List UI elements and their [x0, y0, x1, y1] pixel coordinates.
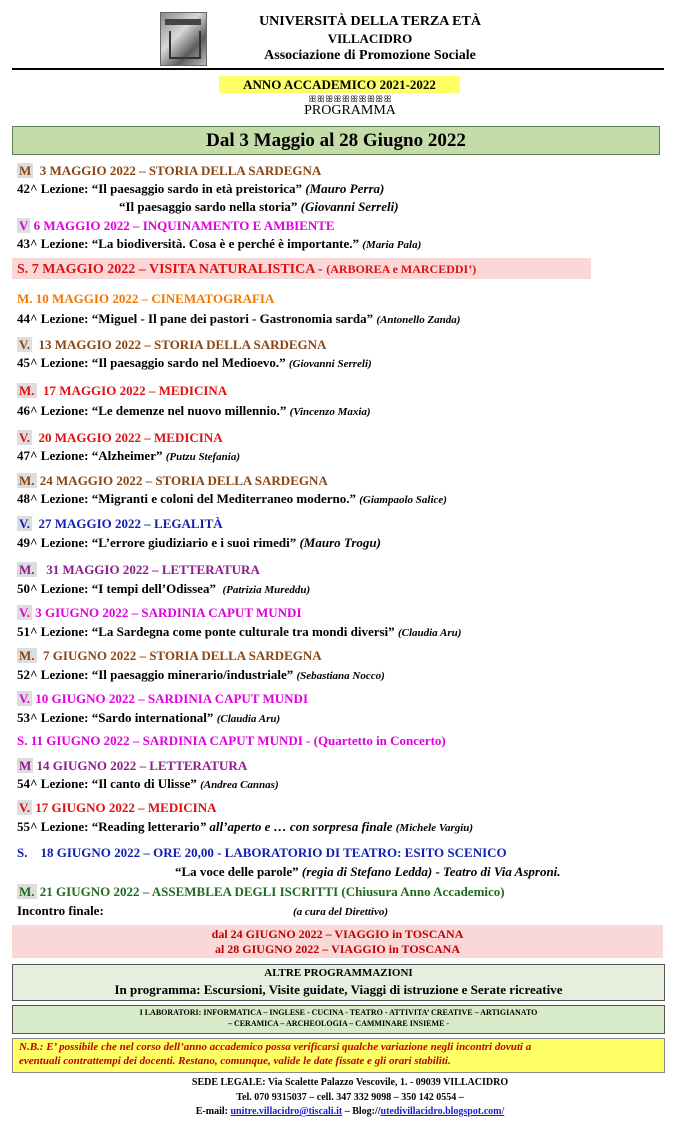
email-link[interactable]: unitre.villacidro@tiscali.it [230, 1106, 343, 1117]
event-title [17, 605, 302, 621]
ornament: ꕥꕥꕥꕥꕥꕥꕥꕥꕥꕥ [308, 94, 392, 104]
event-title-text: 21 GIUGNO 2022 – ASSEMBLEA DEGLI ISCRITTI (Chiusura Anno Accademico) [39, 884, 505, 899]
lesson-number: 44^ Lezione: [17, 311, 89, 326]
lesson-speaker: (Giovanni Serreli) [288, 358, 372, 370]
lesson-title: “Il canto di Ulisse” [91, 776, 197, 791]
lesson-speaker: (Mauro Perra) [305, 181, 385, 196]
lesson-line [17, 710, 280, 727]
lesson-line [119, 199, 399, 215]
lesson-title: “Il paesaggio sardo nella storia” [119, 199, 298, 214]
lesson-speaker: (Vincenzo Maxia) [289, 406, 371, 418]
event-extra: (ARBOREA e MARCEDDI’) [326, 262, 477, 276]
footer-phone: Tel. 070 9315037 – cell. 347 332 9098 – 350 142 0554 – [236, 1092, 464, 1103]
lesson-title: “Reading letterario [91, 819, 200, 834]
day-badge: V [19, 218, 29, 233]
city-name: VILLACIDRO [327, 31, 413, 46]
event-title-text: S. 11 GIUGNO 2022 – SARDINIA CAPUT MUNDI - (Quartetto in Concerto) [17, 733, 446, 748]
event-title [17, 691, 308, 707]
event-title [17, 516, 223, 532]
day-badge: M. [19, 473, 35, 488]
lesson-speaker: (Sebastiana Nocco) [296, 670, 385, 682]
lesson-line [17, 236, 421, 253]
lesson-speaker: (Giampaolo Salice) [359, 494, 447, 506]
event-title [17, 430, 223, 446]
lesson-title: “Migranti e coloni del Mediterraneo moderno.” [91, 491, 356, 506]
event-title-text: 17 MAGGIO 2022 – MEDICINA [43, 383, 228, 398]
event-title-text: 17 GIUGNO 2022 – MEDICINA [35, 800, 217, 815]
event-title [17, 648, 322, 664]
event-title-text: 31 MAGGIO 2022 – LETTERATURA [46, 562, 260, 577]
lesson-number: 55^ Lezione: [17, 819, 89, 834]
event-title [17, 733, 446, 749]
lesson-title: “Alzheimer” [91, 448, 163, 463]
lesson-number: 43^ Lezione: [17, 236, 89, 251]
event-title-text: 13 MAGGIO 2022 – STORIA DELLA SARDEGNA [38, 337, 327, 352]
event-title [17, 261, 476, 278]
event-title-text: 3 GIUGNO 2022 – SARDINIA CAPUT MUNDI [35, 605, 302, 620]
other-programs-title: ALTRE PROGRAMMAZIONI [264, 967, 413, 979]
day-badge: V. [19, 605, 30, 620]
email-label: E-mail: [195, 1106, 228, 1117]
event-title-text: 24 MAGGIO 2022 – STORIA DELLA SARDEGNA [39, 473, 328, 488]
other-programs-text: In programma: Escursioni, Visite guidate, Viaggi di istruzione e Serate ricreative [114, 982, 563, 997]
event-title [17, 291, 274, 307]
day-badge: S. [17, 845, 28, 860]
day-badge: V. [19, 800, 30, 815]
lesson-line [17, 311, 460, 328]
event-title [17, 800, 217, 816]
period-banner: Dal 3 Maggio al 28 Giugno 2022 [12, 126, 660, 155]
lesson-speaker: (Claudia Aru) [216, 713, 281, 725]
lesson-title: “La biodiversità. Cosa è e perché è importante.” [91, 236, 360, 251]
university-name: UNIVERSITÀ DELLA TERZA ETÀ [259, 14, 481, 29]
event-title-text: 3 MAGGIO 2022 – STORIA DELLA SARDEGNA [39, 163, 322, 178]
lesson-speaker: (Putzu Stefania) [165, 451, 240, 463]
event-title-text: S. 7 MAGGIO 2022 – VISITA NATURALISTICA - [17, 262, 323, 277]
event-title [17, 163, 321, 179]
event-title-text: 10 GIUGNO 2022 – SARDINIA CAPUT MUNDI [35, 691, 308, 706]
event-title [17, 758, 247, 774]
event-title [17, 218, 335, 234]
footer-contacts [0, 1106, 700, 1117]
note-line: N.B.: E’ possibile che nel corso dell’anno accademico possa verificarsi qualche variazione negli incontri dovuti a [19, 1041, 532, 1053]
lesson-speaker: (a cura del Direttivo) [293, 906, 389, 918]
lesson-speaker: (Antonello Zanda) [376, 314, 461, 326]
lesson-speaker: (Mauro Trogu) [299, 535, 381, 550]
lesson-number: 51^ Lezione: [17, 624, 89, 639]
lesson-speaker: (Claudia Aru) [397, 627, 462, 639]
day-badge: M. [19, 884, 35, 899]
lesson-line [17, 403, 371, 420]
day-badge: M. [19, 383, 35, 398]
lesson-title: “La voce delle parole” [175, 864, 299, 879]
lesson-line [17, 776, 279, 793]
lesson-title: “L’errore giudiziario e i suoi rimedi” [91, 535, 297, 550]
workshops-box [12, 1005, 665, 1034]
event-title [17, 383, 227, 399]
lesson-line [17, 181, 384, 197]
academic-year: ANNO ACCADEMICO 2021-2022 [219, 76, 460, 93]
lesson-title: “Miguel - Il pane dei pastori - Gastronomia sarda” [91, 311, 374, 326]
lesson-speaker: (Michele Vargiu) [395, 822, 474, 834]
workshops-line: – CERAMICA – ARCHEOLOGIA – CAMMINARE INSIEME - [227, 1019, 450, 1028]
event-title-text: 18 GIUGNO 2022 – ORE 20,00 - LABORATORIO DI TEATRO: ESITO SCENICO [40, 845, 507, 860]
lesson-title: “Il paesaggio sardo nel Medioevo.” [91, 355, 286, 370]
blog-link[interactable]: utedivillacidro.blogspot.com/ [380, 1106, 505, 1117]
lesson-line [17, 624, 461, 641]
lesson-speaker: (Patrizia Mureddu) [222, 584, 311, 596]
lesson-speaker: (Maria Pala) [362, 239, 422, 251]
event-title-text: M. 10 MAGGIO 2022 – CINEMATOGRAFIA [17, 291, 275, 306]
lesson-line [17, 535, 381, 551]
lesson-speaker: (Giovanni Serreli) [300, 199, 399, 214]
lesson-line [17, 491, 447, 508]
note-line: eventuali contrattempi dei docenti. Restano, comunque, valide le date fissate e gli orari stabiliti. [19, 1055, 451, 1067]
lesson-title: “Le demenze nel nuovo millennio.” [91, 403, 287, 418]
event-title [17, 473, 328, 489]
event-title-text: 20 MAGGIO 2022 – MEDICINA [38, 430, 223, 445]
day-badge: V. [19, 430, 30, 445]
event-title [17, 845, 507, 861]
lesson-line [17, 448, 240, 465]
travel-line: dal 24 GIUGNO 2022 – VIAGGIO in TOSCANA [211, 927, 464, 941]
programma-title: PROGRAMMA [304, 103, 396, 118]
association-name: Associazione di Promozione Sociale [264, 48, 476, 63]
other-programs-box [12, 964, 665, 1001]
day-badge: M. [19, 562, 35, 577]
lesson-number: 49^ Lezione: [17, 535, 89, 550]
note-box [12, 1038, 665, 1073]
day-badge: M [19, 163, 32, 178]
travel-line: al 28 GIUGNO 2022 – VIAGGIO in TOSCANA [214, 942, 461, 956]
lesson-number: 50^ Lezione: [17, 581, 89, 596]
lesson-speaker: (Andrea Cannas) [200, 779, 279, 791]
event-title [17, 562, 260, 578]
lesson-number: 47^ Lezione: [17, 448, 89, 463]
day-badge: V. [19, 691, 30, 706]
lesson-line [17, 581, 310, 598]
lesson-number: 53^ Lezione: [17, 710, 89, 725]
lesson-title: “Sardo international” [91, 710, 214, 725]
lesson-line [17, 819, 473, 836]
workshops-line: I LABORATORI: INFORMATICA – INGLESE - CUCINA - TEATRO - ATTIVITA’ CREATIVE – ARTIGIANATO [139, 1008, 538, 1017]
day-badge: M [19, 758, 32, 773]
header [0, 0, 700, 70]
lesson-number: 42^ Lezione: [17, 181, 89, 196]
event-title [17, 884, 505, 900]
lesson-number: 54^ Lezione: [17, 776, 89, 791]
event-title-text: 6 MAGGIO 2022 – INQUINAMENTO E AMBIENTE [33, 218, 335, 233]
lesson-line [17, 355, 372, 372]
lesson-title: “Il paesaggio sardo in età preistorica” [91, 181, 302, 196]
event-title [17, 337, 326, 353]
footer-address: SEDE LEGALE: Via Scalette Palazzo Vescovile, 1. - 09039 VILLACIDRO [191, 1077, 509, 1088]
lesson-line [175, 864, 561, 880]
day-badge: V. [19, 516, 30, 531]
lesson-title: “La Sardegna come ponte culturale tra mondi diversi” [91, 624, 395, 639]
event-title-text: 27 MAGGIO 2022 – LEGALITÀ [38, 516, 223, 531]
lesson-speaker: (regia di Stefano Ledda) - Teatro di Via Asproni. [301, 864, 561, 879]
blog-label: – Blog:// [342, 1106, 381, 1117]
header-divider [12, 68, 664, 70]
lesson-title: “I tempi dell’Odissea” [91, 581, 216, 596]
day-badge: V. [19, 337, 30, 352]
event-title-text: 7 GIUGNO 2022 – STORIA DELLA SARDEGNA [43, 648, 322, 663]
lesson-number: 52^ Lezione: [17, 667, 89, 682]
lesson-line [17, 667, 385, 684]
lesson-line [17, 903, 104, 919]
travel-box [12, 925, 663, 958]
event-title-text: 14 GIUGNO 2022 – LETTERATURA [36, 758, 248, 773]
day-badge: M. [19, 648, 35, 663]
lesson-number: 48^ Lezione: [17, 491, 89, 506]
lesson-number: 45^ Lezione: [17, 355, 89, 370]
lesson-title-italic: ” all’aperto e … con sorpresa finale [199, 819, 393, 834]
lesson-title: Incontro finale: [17, 903, 104, 918]
lesson-title: “Il paesaggio minerario/industriale” [91, 667, 294, 682]
lesson-number: 46^ Lezione: [17, 403, 89, 418]
